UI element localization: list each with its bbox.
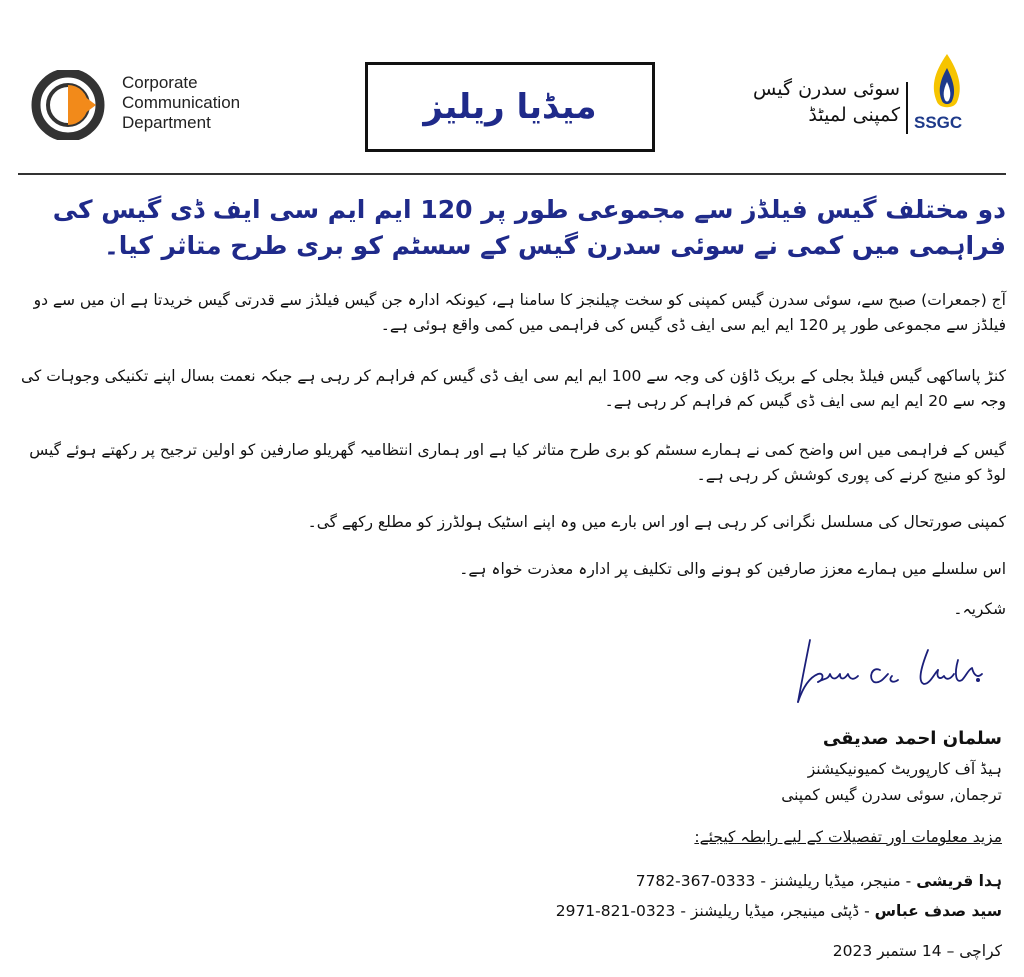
signer-designation: ترجمان, سوئی سدرن گیس کمپنی bbox=[781, 786, 1002, 804]
contact-role: - ڈپٹی مینیجر، میڈیا ریلیشنز - bbox=[675, 902, 875, 920]
flame-icon bbox=[929, 52, 965, 118]
contact-phone: 0333-367-7782 bbox=[635, 872, 756, 890]
contact-phone: 0323-821-2971 bbox=[555, 902, 676, 920]
ssgc-divider bbox=[906, 82, 908, 134]
media-release-box bbox=[365, 62, 655, 152]
ccd-line-2: Communication bbox=[122, 93, 241, 112]
ssgc-urdu-line-2: کمپنی لمیٹڈ bbox=[808, 104, 900, 126]
contact-name: ہدا قریشی bbox=[916, 872, 1002, 890]
ssgc-urdu-line-1: سوئی سدرن گیس bbox=[753, 78, 900, 100]
ccd-department-name bbox=[122, 73, 274, 133]
ccd-line-3: Department bbox=[122, 113, 211, 132]
paragraph-1: آج (جمعرات) صبح سے، سوئی سدرن گیس کمپنی کو سخت چیلنجز کا سامنا ہے، کیونکہ ادارہ جن گیس فیلڈز سے قدرتی گیس خریدتا ہے ان میں سے دو فیلڈز سے مجموعی طور پر 120 ایم ایم سی ایف ڈی گیس کی فراہمی میں کمی واقع ہوئی ہے۔ bbox=[33, 291, 1006, 334]
contact-item bbox=[380, 872, 1002, 890]
place-date: کراچی – 14 ستمبر 2023 bbox=[832, 942, 1002, 960]
headline: دو مختلف گیس فیلڈز سے مجموعی طور پر 120 ایم ایم سی ایف ڈی گیس کی فراہمی میں کمی نے سوئی سدرن گیس کے سسٹم کو بری طرح متاثر کیا۔ bbox=[52, 195, 1006, 260]
header-divider bbox=[18, 173, 1006, 175]
paragraph-2: کنڑ پاساکھی گیس فیلڈ بجلی کے بریک ڈاؤن کی وجہ سے 100 ایم ایم سی ایف ڈی گیس کم فراہم کر رہی ہے جبکہ نعمت بسال اپنے تکنیکی وجوہات کی وجہ سے 20 ایم ایم سی ایف ڈی گیس کم فراہم کر رہی ہے۔ bbox=[20, 367, 1006, 410]
media-release-title: میڈیا ریلیز bbox=[423, 87, 597, 127]
contact-heading: مزید معلومات اور تفصیلات کے لیے رابطہ کیجئے: bbox=[694, 828, 1002, 846]
ccd-line-1: Corporate bbox=[122, 73, 198, 92]
thanks-text: شکریہ۔ bbox=[953, 600, 1006, 618]
handwritten-signature bbox=[788, 630, 1008, 710]
paragraph-4: کمپنی صورتحال کی مسلسل نگرانی کر رہی ہے اور اس بارے میں وہ اپنے اسٹیک ہولڈرز کو مطلع رکھے گی۔ bbox=[307, 513, 1006, 531]
signer-name: سلمان احمد صدیقی bbox=[822, 728, 1002, 749]
ssgc-abbreviation: SSGC bbox=[914, 113, 963, 132]
ssgc-urdu-name bbox=[735, 76, 900, 128]
contact-item bbox=[380, 902, 1002, 920]
signer-title: ہیڈ آف کارپوریٹ کمیونیکیشنز bbox=[807, 760, 1002, 778]
contact-role: - منیجر، میڈیا ریلیشنز - bbox=[755, 872, 917, 890]
contact-name: سید صدف عباس bbox=[874, 902, 1002, 920]
paragraph-3: گیس کے فراہمی میں اس واضح کمی نے ہمارے سسٹم کو بری طرح متاثر کیا ہے اور ہماری انتظامیہ گھریلو صارفین کو اولین ترجیح پر رکھتے ہوئے گیس لوڈ کو منیج کرنے کی پوری کوشش کر رہی ہے۔ bbox=[29, 441, 1006, 484]
ccd-logo bbox=[30, 70, 114, 140]
paragraph-5: اس سلسلے میں ہمارے معزز صارفین کو ہونے والی تکلیف پر ادارہ معذرت خواہ ہے۔ bbox=[459, 560, 1006, 578]
